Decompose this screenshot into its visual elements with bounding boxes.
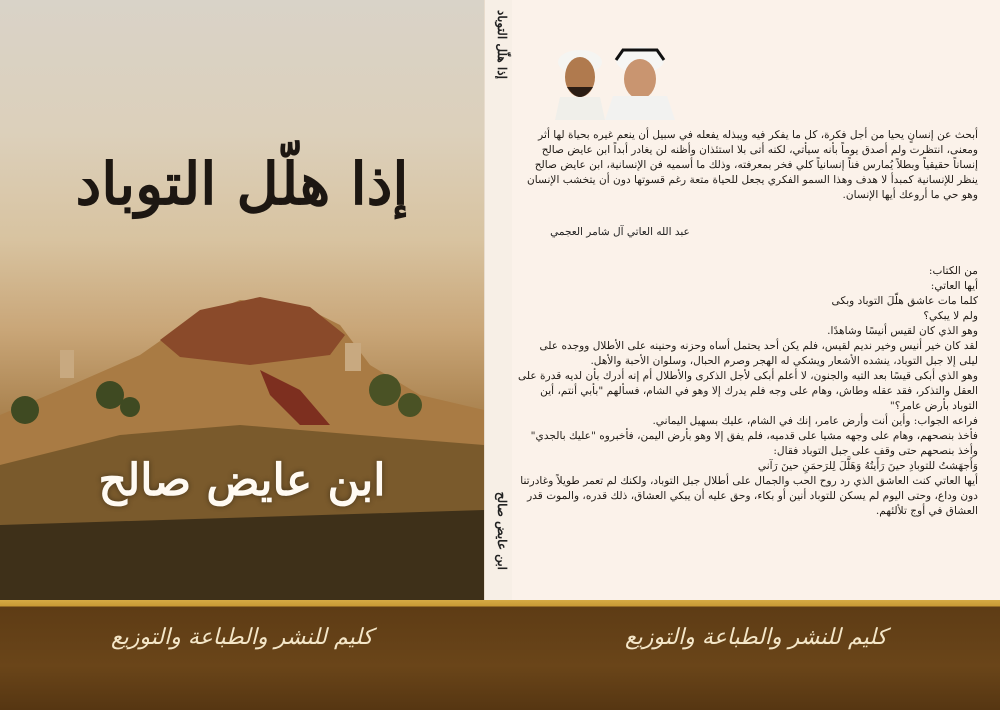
excerpt-line: لقد كان خير أنيس وخير نديم لقيس، فلم يكن أحد يحتمل أساه وحزنه وحنينه على الأطلال ووجده على ليلى إلا جبل التوباد، ينشده الأشعار ويشكي له الهجر وصرم الحبال، وسلوان الأحبة والأهل. (539, 340, 978, 367)
publisher-logo-back: كليم للنشر والطباعة والتوزيع (624, 625, 888, 650)
excerpt-line: أيها العاتي كنت العاشق الذي رد روح الحب والجمال على أطلال جبل التوباد، ولكنك لم تعمر طويلاً وغادرتنا دون وداع، وحتى اليوم لم يسكن للتوباد أنين أو بكاء، وحق عليه أن يبكي العشاق، ذلك قدره، والموت قدر العشاق في أوج تلألئهم. (520, 475, 978, 517)
excerpt-line: وأخذ بنصحهم حتى وقف على جبل التوباد فقال: (773, 445, 978, 457)
book-title: إذا هلّل التوباد (75, 150, 409, 218)
author-photo (545, 32, 685, 120)
intro-paragraph: أبحث عن إنسانٍ يحيا من أجل فكرة، كل ما يفكر فيه ويبذله يفعله في سبيل أن ينعم غيره بحياة لها أثر ومعنى، انتظرت ولم أصدق يوماً بأنه سيأتي، لكنه أتى بلا استئذان وأظنه لن يغادر أبداً ابن عايض صالح إنساناً حقيقياً وبطلاً يُمارس فناً إنسانياً كلي فخر بمعرفته، وذلك ما أسميه فن الإنسانية، ابن عايض صالح ينظر للإنسانية كمبدأ لا هدف وهذا السمو الفكري يجعل للحياة متعة رغم قسوتها دون أن يتخشب الإنسان وهو حي ما أروعك أيها الإنسان. (527, 129, 978, 201)
back-intro (518, 128, 978, 203)
book-spine (484, 0, 514, 600)
publisher-band (0, 600, 1000, 710)
book-excerpt (518, 264, 978, 519)
book-author: ابن عايض صالح (98, 455, 386, 506)
front-cover (0, 0, 484, 600)
spine-title: إذا هلّل التوباد (495, 10, 509, 79)
excerpt-line: وهو الذي كان لقيس أنيسًا وشاهدًا. (827, 325, 978, 337)
excerpt-line: أيها العاتي: (930, 280, 978, 292)
endorsement-signature: عبد الله العاتي آل شامر العجمي (550, 226, 690, 238)
hill-illustration (0, 295, 484, 600)
excerpt-line: وَأَجهَشتُ للتوبادِ حينَ رَأَيتُهُ وَهَلَّلَ لِلرَحمَنِ حينَ رَآني (757, 460, 978, 472)
excerpt-line: وهو الذي أبكى قيسًا بعد التيه والجنون، لا أعلم أبكى لأجل الذكرى والأطلال أم إنه أدرك بأن لديه قدرة على العقل والتذكر، فقد عقله وطاش، وهام على وجه فلم يدرك إلا وهو في الشام، فسألهم "بأبي أنتم، أين التوباد بأرض عامر؟" (518, 370, 978, 412)
publisher-logo-front: كليم للنشر والطباعة والتوزيع (110, 625, 374, 650)
excerpt-line: ولم لا يبكي؟ (923, 310, 978, 322)
excerpt-line: كلما مات عاشق هلّلَ التوباد وبكى (831, 295, 978, 307)
excerpt-line: فراعه الجواب: وأين أنت وأرض عامر، إنك في الشام، عليك بسهيل اليماني. (652, 415, 978, 427)
spine-author: ابن عايض صالح (495, 491, 509, 570)
excerpt-line: من الكتاب: (928, 265, 978, 277)
excerpt-line: فأخذ بنصحهم، وهام على وجهه مشيا على قدميه، فلم يفق إلا وهو بأرض اليمن، فأخبروه "عليك بالجدي" (530, 430, 978, 442)
